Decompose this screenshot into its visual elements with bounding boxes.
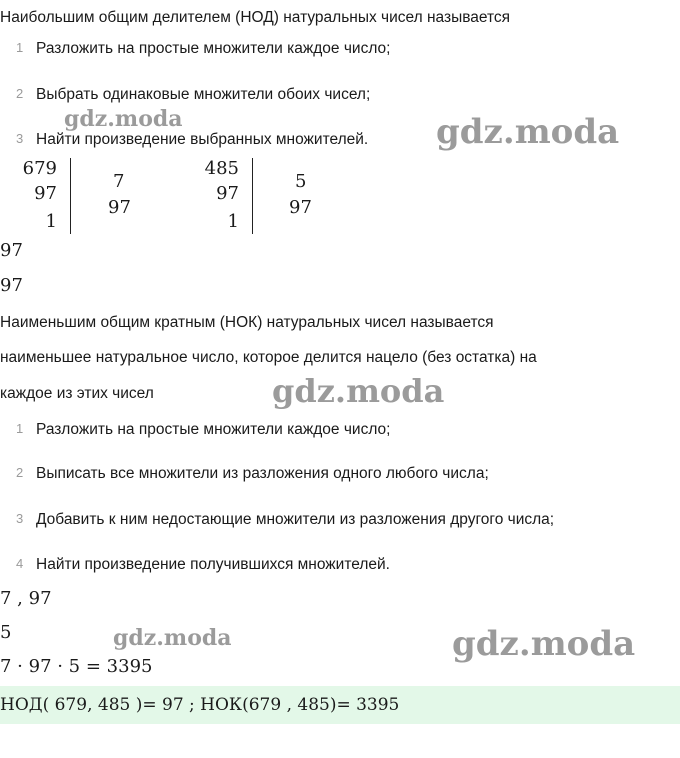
- step-number: 2: [16, 465, 24, 480]
- step-text: Добавить к ним недостающие множители из разложения другого числа;: [36, 511, 555, 528]
- gcd-definition: Наибольшим общим делителем (НОД) натуральных чисел называется: [0, 9, 511, 26]
- step-number: 1: [16, 421, 24, 436]
- watermark: gdz.moda: [113, 625, 232, 651]
- lcm-definition-line: Наименьшим общим кратным (НОК) натуральных чисел называется: [0, 314, 494, 331]
- step-number: 3: [16, 131, 24, 146]
- watermark: gdz.moda: [452, 624, 636, 664]
- divider-line: [70, 158, 71, 234]
- watermark: gdz.moda: [272, 372, 445, 410]
- lcm-definition-line: наименьшее натуральное число, которое делится нацело (без остатка) на: [0, 349, 537, 366]
- step-text: Найти произведение получившихся множителей.: [36, 556, 390, 573]
- step-text: Найти произведение выбранных множителей.: [36, 131, 369, 148]
- answer-line: НОД( 679, 485 )= 97 ; НОК(679 , 485)= 3395: [0, 695, 400, 715]
- step-text: Разложить на простые множители каждое число;: [36, 421, 391, 438]
- dividend: 97: [34, 183, 57, 204]
- divider-line: [252, 158, 253, 234]
- step-number: 1: [16, 40, 24, 55]
- gcd-line: 97: [0, 240, 23, 261]
- lcm-line: 7 , 97: [0, 588, 52, 609]
- dividend: 485: [204, 158, 239, 179]
- gcd-line: 97: [0, 275, 23, 296]
- lcm-definition-line: каждое из этих чисел: [0, 385, 154, 402]
- prime-factor: 97: [108, 197, 131, 218]
- lcm-line: 5: [0, 622, 12, 643]
- dividend: 1: [227, 211, 239, 232]
- dividend: 679: [22, 158, 57, 179]
- dividend: 97: [216, 183, 239, 204]
- watermark: gdz.moda: [436, 112, 620, 152]
- prime-factor: 7: [113, 171, 125, 192]
- step-number: 4: [16, 556, 24, 571]
- step-text: Разложить на простые множители каждое число;: [36, 40, 391, 57]
- step-number: 2: [16, 86, 24, 101]
- prime-factor: 97: [289, 197, 312, 218]
- prime-factor: 5: [295, 171, 307, 192]
- lcm-line: 7 · 97 · 5 = 3395: [0, 656, 153, 677]
- watermark: gdz.moda: [64, 106, 183, 132]
- step-text: Выписать все множители из разложения одного любого числа;: [36, 465, 489, 482]
- step-number: 3: [16, 511, 24, 526]
- dividend: 1: [45, 211, 57, 232]
- step-text: Выбрать одинаковые множители обоих чисел;: [36, 86, 371, 103]
